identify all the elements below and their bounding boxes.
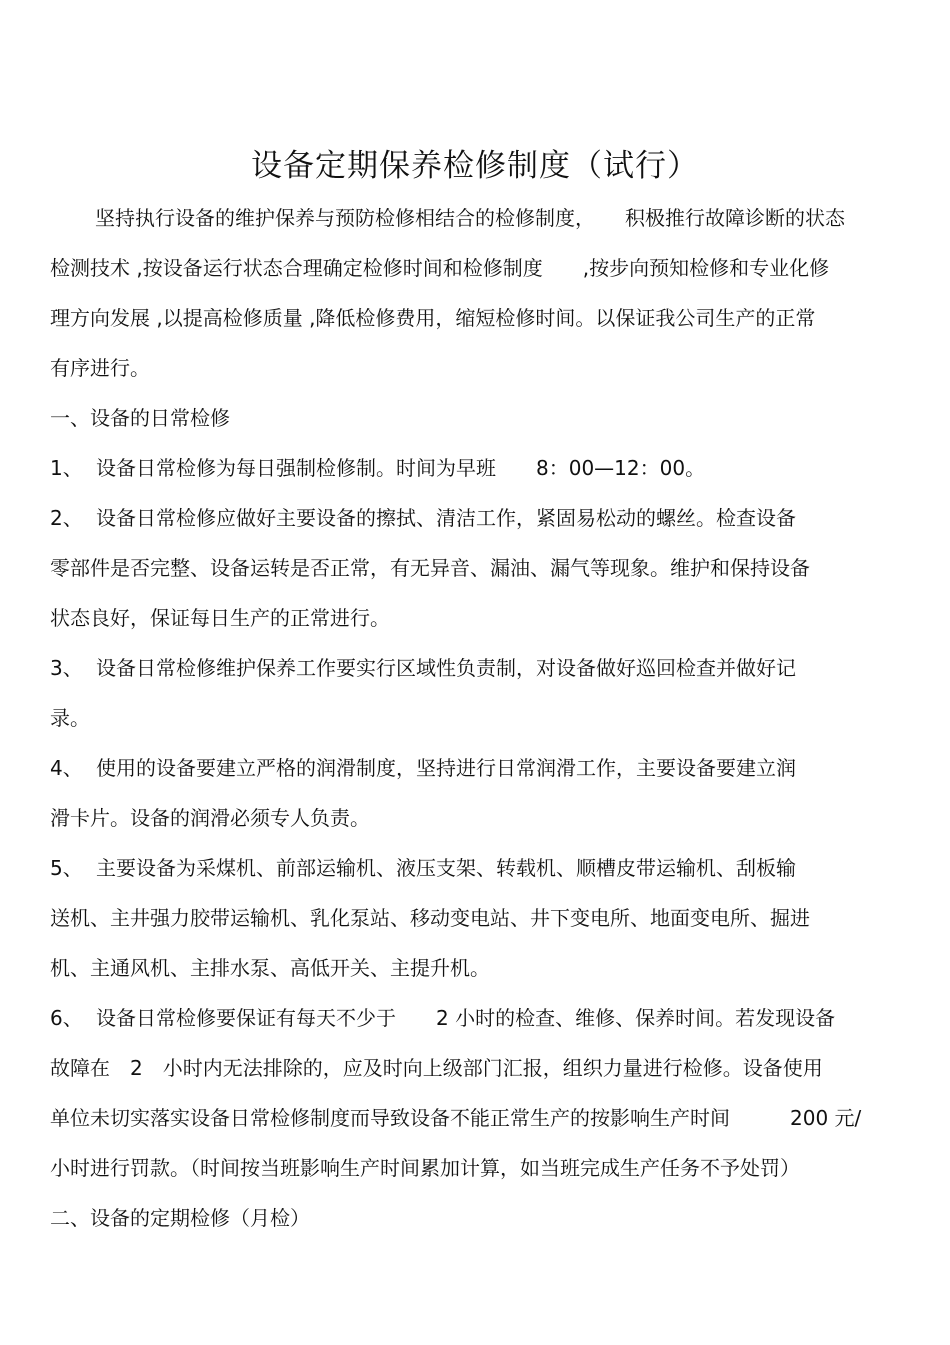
item-6-continuation: 小时进行罚款。（时间按当班影响生产时间累加计算，如当班完成生产任务不予处罚）	[50, 1156, 800, 1180]
list-item-4	[50, 753, 796, 783]
list-item-6	[50, 1003, 835, 1033]
intro-line-1: 坚持执行设备的维护保养与预防检修相结合的检修制度， 积极推行故障诊断的状态	[95, 206, 845, 230]
intro-line-4: 有序进行。	[50, 356, 150, 380]
list-item-1	[50, 453, 705, 483]
document-title: 设备定期保养检修制度（试行）	[251, 148, 699, 184]
item-text: 设备日常检修应做好主要设备的擦拭、清洁工作，紧固易松动的螺丝。检查设备	[96, 506, 796, 530]
item-text: 设备日常检修维护保养工作要实行区域性负责制，对设备做好巡回检查并做好记	[96, 656, 796, 680]
item-6-continuation: 故障在 2 小时内无法排除的，应及时向上级部门汇报，组织力量进行检修。设备使用	[50, 1056, 823, 1080]
section-heading-daily: 一、设备的日常检修	[50, 406, 230, 430]
section-heading-monthly: 二、设备的定期检修（月检）	[50, 1206, 310, 1230]
item-6-continuation: 单位未切实落实设备日常检修制度而导致设备不能正常生产的按影响生产时间 200 元/	[50, 1106, 862, 1130]
intro-line-3: 理方向发展 ,以提高检修质量 ,降低检修费用，缩短检修时间。以保证我公司生产的正常	[50, 306, 816, 330]
item-5-continuation: 送机、主井强力胶带运输机、乳化泵站、移动变电站、井下变电所、地面变电所、掘进	[50, 906, 810, 930]
item-text: 设备日常检修为每日强制检修制。时间为早班 8：00—12：00。	[96, 456, 706, 480]
item-number: 1、	[50, 456, 83, 480]
item-2-continuation: 零部件是否完整、设备运转是否正常，有无异音、漏油、漏气等现象。维护和保持设备	[50, 556, 810, 580]
item-text: 设备日常检修要保证有每天不少于 2 小时的检查、维修、保养时间。若发现设备	[96, 1006, 836, 1030]
item-4-continuation: 滑卡片。设备的润滑必须专人负责。	[50, 806, 370, 830]
item-3-continuation: 录。	[50, 706, 90, 730]
item-text: 主要设备为采煤机、前部运输机、液压支架、转载机、顺槽皮带运输机、刮板输	[96, 856, 796, 880]
item-number: 6、	[50, 1006, 83, 1030]
item-number: 3、	[50, 656, 83, 680]
list-item-2	[50, 503, 796, 533]
item-2-continuation: 状态良好，保证每日生产的正常进行。	[50, 606, 390, 630]
item-text: 使用的设备要建立严格的润滑制度，坚持进行日常润滑工作，主要设备要建立润	[96, 756, 796, 780]
list-item-5	[50, 853, 796, 883]
list-item-3	[50, 653, 796, 683]
item-number: 5、	[50, 856, 83, 880]
item-5-continuation: 机、主通风机、主排水泵、高低开关、主提升机。	[50, 956, 490, 980]
item-number: 4、	[50, 756, 83, 780]
item-number: 2、	[50, 506, 83, 530]
intro-line-2: 检测技术 ,按设备运行状态合理确定检修时间和检修制度 ,按步向预知检修和专业化修	[50, 256, 830, 280]
